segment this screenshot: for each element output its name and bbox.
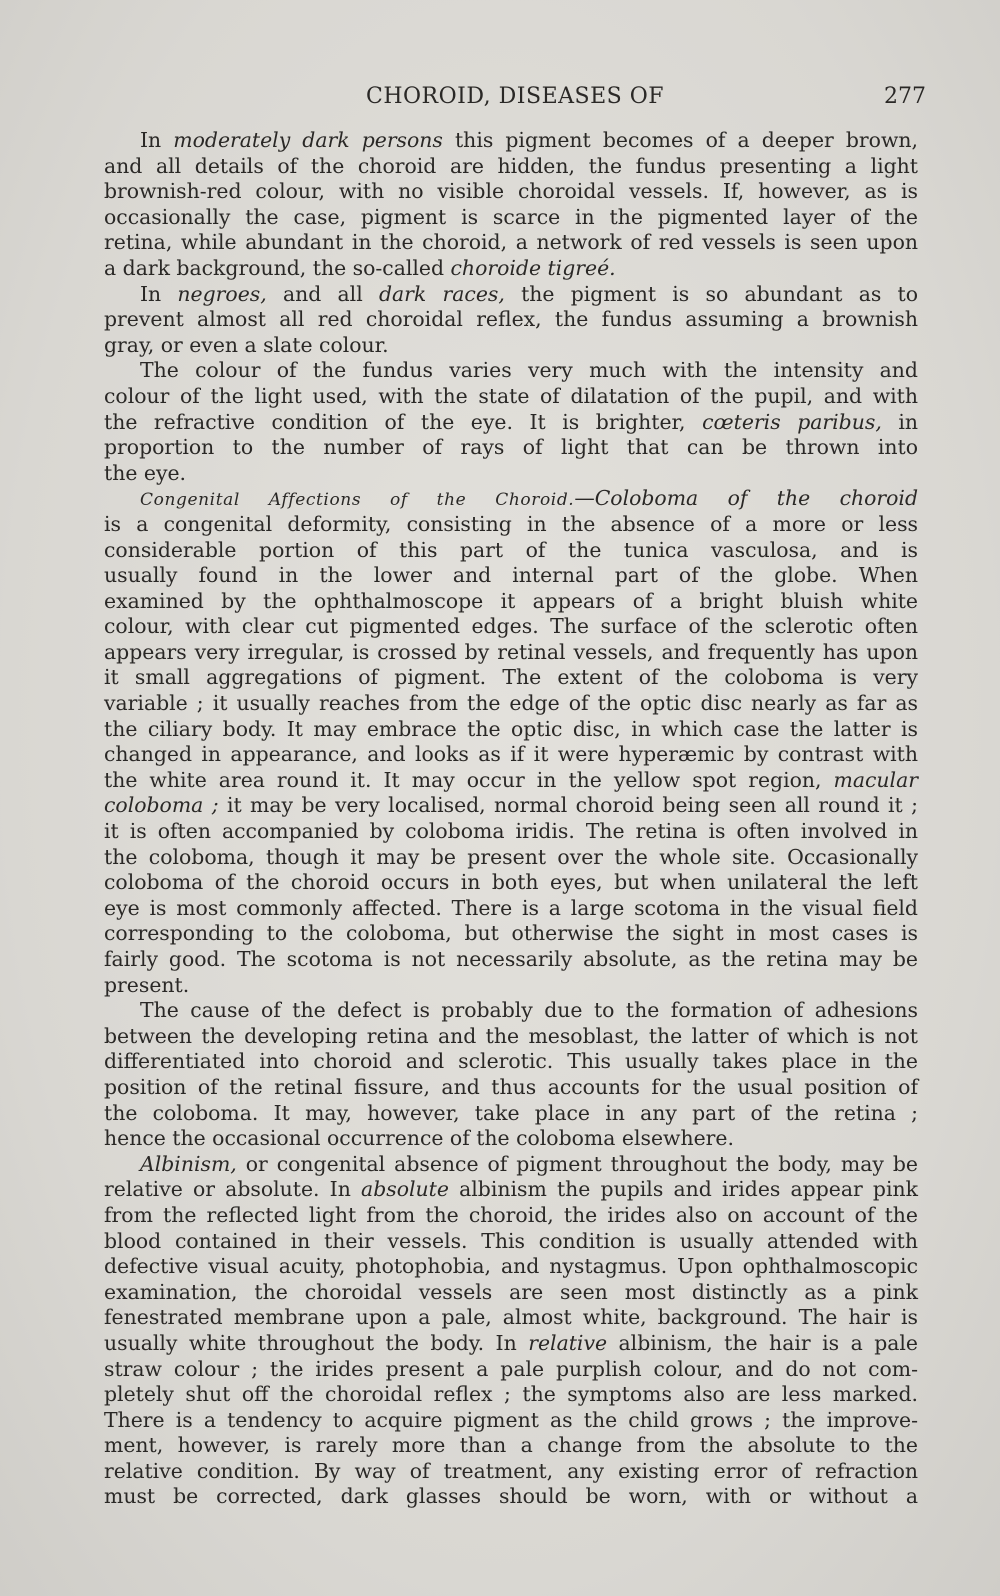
text-segment: differentiated into choroid and sclerotic. This usually takes place in the [104,1049,918,1074]
text-line [104,333,918,359]
text-line [104,1459,918,1485]
text-segment: examination, the choroidal vessels are seen most distinctly as a pink [104,1279,918,1304]
page-header [104,84,926,118]
text-segment: between the developing retina and the mesoblast, the latter of which is not [104,1023,918,1048]
text-segment: examined by the ophthalmoscope it appears of a bright bluish white [104,588,918,613]
text-segment: changed in appearance, and looks as if it were hyperæmic by contrast with [104,742,918,767]
text-segment: from the reflected light from the choroid, the irides also on account of the [104,1202,918,1227]
italic-text: dark races, [378,281,505,306]
text-line [104,1484,918,1510]
text-segment: retina, while abundant in the choroid, a network of red vessels is seen upon [104,230,918,255]
text-segment: appears very irregular, is crossed by retinal vessels, and frequently has upon [104,639,918,664]
text-line [104,205,918,231]
italic-text: choroide tigreé. [450,255,616,280]
text-line [104,512,918,538]
text-segment: colour of the light used, with the state of dilatation of the pupil, and with [104,383,918,408]
text-segment: defective visual acuity, photophobia, and nystagmus. Upon ophthalmoscopic [104,1254,918,1279]
text-line [104,307,918,333]
text-segment: gray, or even a slate colour. [104,332,389,357]
text-line [104,691,918,717]
text-line [104,1126,918,1152]
text-segment: in [881,409,919,434]
text-segment: straw colour ; the irides present a pale purplish colour, and do not com- [104,1356,918,1381]
text-line [104,435,918,461]
italic-text: macular [833,767,918,792]
text-segment: the pigment is so abundant as to [504,281,919,306]
text-segment: fenestrated membrane upon a pale, almost white, background. The hair is [104,1305,918,1330]
text-segment: The cause of the defect is probably due to the formation of adhesions [140,998,918,1023]
text-segment: and all details of the choroid are hidden, the fundus presenting a light [104,153,918,178]
text-line [104,1357,918,1383]
text-segment: There is a tendency to acquire pigment as the child grows ; the improve- [104,1407,918,1432]
text-segment: a dark background, the so-called [104,255,451,280]
text-line [104,358,918,384]
text-line [104,1177,918,1203]
text-line [104,128,918,154]
text-segment: the ciliary body. It may embrace the optic disc, in which case the latter is [104,716,918,741]
text-segment: it is often accompanied by coloboma iridis. The retina is often involved in [104,819,918,844]
text-line [104,256,918,282]
text-segment: and all [266,281,379,306]
text-line [104,1024,918,1050]
text-segment: prevent almost all red choroidal reflex, the fundus assuming a brownish [104,307,918,332]
text-line [104,1254,918,1280]
text-segment: position of the retinal fissure, and thus accounts for the usual position of [104,1074,918,1099]
text-segment: In [140,281,178,306]
text-segment: it small aggregations of pigment. The extent of the coloboma is very [104,665,918,690]
text-segment: is a congenital deformity, consisting in the absence of a more or less [104,511,918,536]
text-segment: present. [104,972,190,997]
text-line [104,1101,918,1127]
text-line [104,793,918,819]
text-line [104,896,918,922]
text-line [104,870,918,896]
text-line [104,768,918,794]
text-segment: usually found in the lower and internal part of the globe. When [104,563,918,588]
italic-text: Coloboma of the choroid [594,486,918,511]
running-title: CHOROID, DISEASES OF [365,84,665,109]
text-line [104,230,918,256]
text-line [104,589,918,615]
text-segment: the white area round it. It may occur in the yellow spot region, [104,767,834,792]
italic-text: negroes, [177,281,267,306]
text-segment: The colour of the fundus varies very much with the intensity and [140,358,918,383]
text-segment: eye is most commonly affected. There is a large scotoma in the visual field [104,895,918,920]
text-line [104,921,918,947]
page-number: 277 [884,84,926,109]
italic-text: moderately dark persons [173,128,443,152]
text-line [104,384,918,410]
text-line [104,282,918,308]
body-text [104,128,918,1510]
text-segment: the eye. [104,460,187,485]
text-line [104,154,918,180]
text-line [104,1433,918,1459]
text-segment: or congenital absence of pigment throughout the body, may be [236,1151,918,1176]
text-segment: the coloboma, though it may be present over the whole site. Occasionally [104,844,918,869]
text-segment: brownish-red colour, with no visible choroidal vessels. If, however, as is [104,179,918,204]
text-line [104,1305,918,1331]
text-line [104,742,918,768]
text-segment: albinism, the hair is a pale [607,1330,918,1355]
text-line [104,1152,918,1178]
text-segment: it may be very localised, normal choroid being seen all round it ; [218,793,918,818]
italic-text: relative [528,1330,608,1355]
italic-text: coloboma ; [104,793,219,818]
text-segment: variable ; it usually reaches from the edge of the optic disc nearly as far as [104,691,918,716]
text-segment: usually white throughout the body. In [104,1330,529,1355]
text-segment: the coloboma. It may, however, take place in any part of the retina ; [104,1100,918,1125]
text-line [104,1203,918,1229]
text-segment: proportion to the number of rays of light that can be thrown into [104,435,918,460]
text-line [104,717,918,743]
text-segment: the refractive condition of the eye. It is brighter, [104,409,703,434]
text-line [104,1049,918,1075]
text-line [104,563,918,589]
italic-text: absolute [361,1177,449,1202]
text-segment: occasionally the case, pigment is scarce in the pigmented layer of the [104,204,918,229]
text-line [104,1280,918,1306]
text-line [104,947,918,973]
text-segment: ment, however, is rarely more than a change from the absolute to the [104,1433,918,1458]
text-segment: relative or absolute. In [104,1177,362,1202]
text-line [104,1382,918,1408]
text-line [104,845,918,871]
italic-text: cœteris paribus, [702,409,882,434]
text-line [104,410,918,436]
text-segment: — [574,486,595,511]
text-line [104,973,918,999]
text-segment: this pigment becomes of a deeper brown, [442,128,919,152]
text-segment: In [140,128,174,152]
text-line [104,1075,918,1101]
text-segment: coloboma of the choroid occurs in both eyes, but when unilateral the left [104,870,918,895]
text-segment: albinism the pupils and irides appear pink [448,1177,918,1202]
text-line [104,1331,918,1357]
text-line [104,179,918,205]
text-line [104,1408,918,1434]
text-line [104,665,918,691]
text-line [104,614,918,640]
text-segment: blood contained in their vessels. This condition is usually attended with [104,1228,918,1253]
text-segment: relative condition. By way of treatment, any existing error of refraction [104,1458,918,1483]
text-line [104,538,918,564]
text-line [104,640,918,666]
text-line [104,461,918,487]
text-line [104,819,918,845]
text-line [104,998,918,1024]
text-line [104,486,918,512]
text-segment: corresponding to the coloboma, but otherwise the sight in most cases is [104,921,918,946]
text-segment: colour, with clear cut pigmented edges. The surface of the sclerotic often [104,614,918,639]
italic-text: Congenital Affections of the Choroid. [140,490,575,511]
text-segment: hence the occasional occurrence of the coloboma elsewhere. [104,1126,734,1151]
text-segment: fairly good. The scotoma is not necessarily absolute, as the retina may be [104,947,918,971]
text-segment: considerable portion of this part of the tunica vasculosa, and is [104,537,918,562]
italic-text: Albinism, [140,1151,237,1176]
text-line [104,1229,918,1255]
text-segment: pletely shut off the choroidal reflex ; the symptoms also are less marked. [104,1382,918,1407]
text-segment: must be corrected, dark glasses should be worn, with or without a [104,1484,918,1509]
